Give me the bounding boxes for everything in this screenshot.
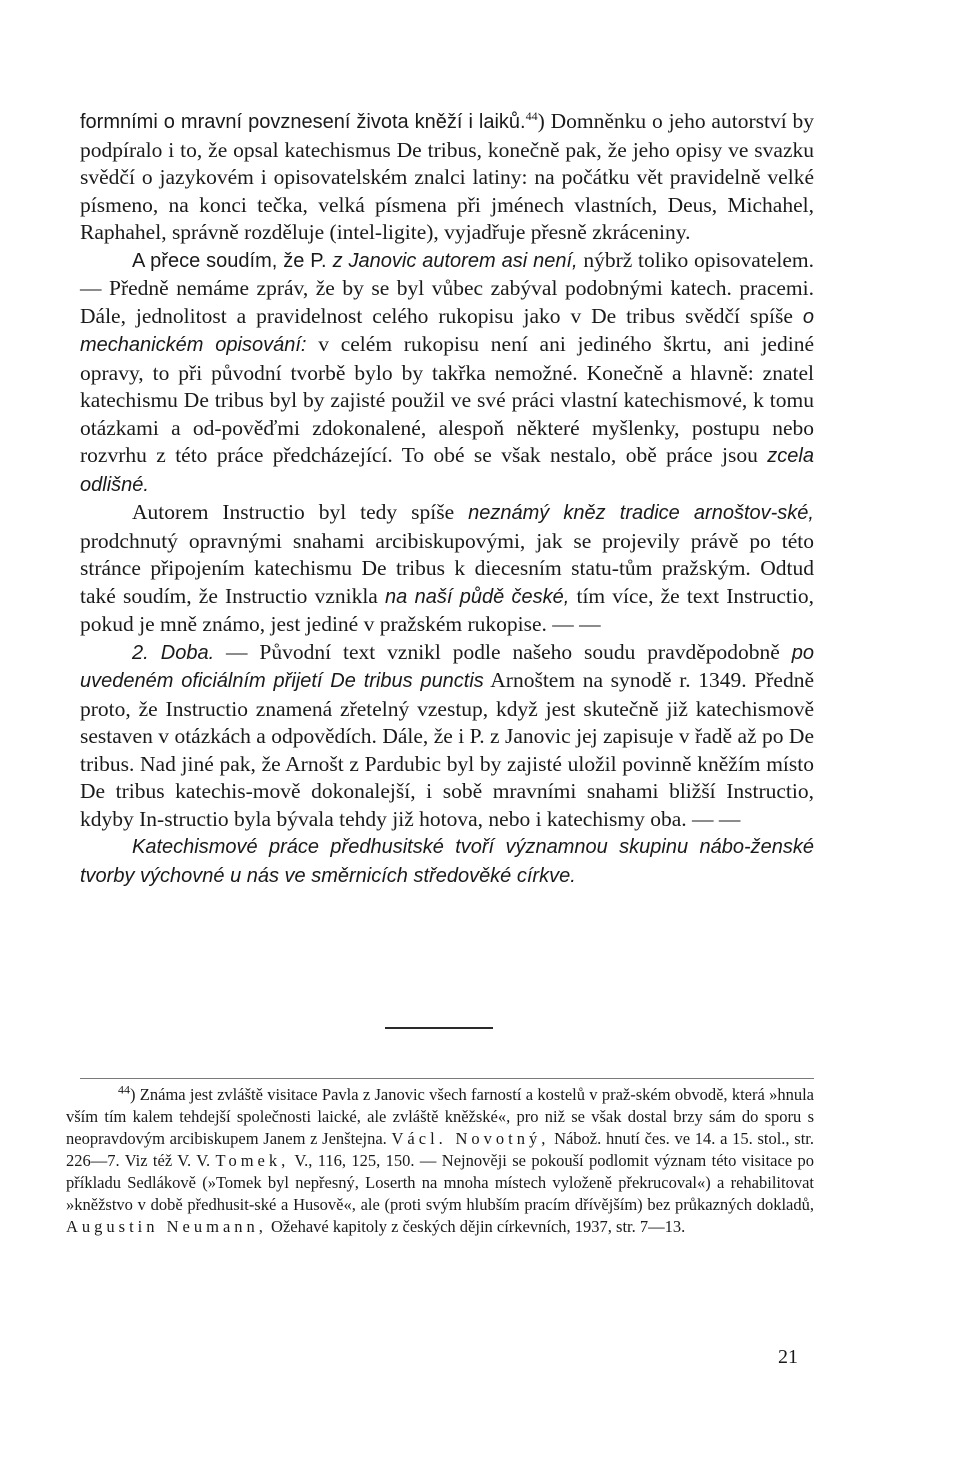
- footnote-author-novotny: Václ. Novotný,: [391, 1129, 550, 1148]
- paragraph-2-emphasis-f: zcela odlišné.: [80, 445, 814, 496]
- paragraph-2: [80, 247, 814, 500]
- paragraph-2-text-a: A přece soudím, že P.: [132, 249, 333, 272]
- paragraph-4-emphasis-c: po uvedeném oficiálním přijetí De tribus punctis: [80, 641, 814, 692]
- footnote-separator: [80, 1078, 814, 1079]
- footnote-text-c: V., 116, 125, 150. — Nejnověji se pokouší podlomit význam této visitace po příkladu Sedlákově (»Tomek byl nepřesný, Loserth na mnoha místech vyloženě překrucoval«) a rehabilitovat »kněžstvo v době předhusit-ské a Husově«, ale (proti svým hlubším pracím dřívějším) bez průkazných dokladů,: [66, 1151, 815, 1214]
- footnote-author-tomek: Tomek,: [215, 1151, 290, 1170]
- footnote-44: [66, 1084, 814, 1238]
- footnote-reference: 44: [525, 108, 538, 123]
- page-number: 21: [778, 1346, 798, 1368]
- paragraph-3-text-c: prodchnutý opravnými snahami arcibiskupovými, jak se projevily právě po této stránce připojením katechismu De tribus k diecesním statu-tům pražským. Odtud také soudím, že Instructio vznikla: [80, 528, 814, 608]
- paragraph-4-text-b: — Původní text vznikl podle našeho soudu pravděpodobně: [214, 639, 792, 664]
- paragraph-3: [80, 499, 814, 639]
- paragraph-2-text-e: v celém rukopisu není ani jediného škrtu, ani jediné opravy, to při původní tvorbě bylo by takřka nemožné. Konečně a hlavně: znatel katechismu De tribus byl by zajisté použil ve své práci vlastní katechismové, k tomu otázkami a od-pověďmi zdokonalené, alespoň některé myšlenky, postupu nebo rozvrhu z této práce předcházející. To obé se však nestalo, obě práce jsou: [80, 332, 814, 467]
- paragraph-1: [80, 108, 814, 247]
- paragraph-3-emphasis-d: na naší půdě české,: [385, 585, 570, 608]
- paragraph-4: [80, 639, 814, 834]
- section-end-rule: [385, 1027, 493, 1029]
- paragraph-1-text-b: ) Domněnku o jeho autorství by podpíralo i to, že opsal katechismus De tribus, konečně pak, že jeho opisy ve svazku svědčí o jazykovém i opisovatelském znalci latiny: na počátku vět pravidelně velké písmeno, na konci tečka, velká písmena při jménech vlastních, Deus, Michahel, Raphahel, správně rozděluje (intel-ligite), vyjadřuje přesně zkráceniny.: [80, 109, 814, 244]
- main-text: [80, 108, 814, 890]
- paragraph-5-conclusion: Katechismové práce předhusitské tvoří významnou skupinu nábo-ženské tvorby výchovné u nás ve směrnicích středověké církve.: [80, 836, 814, 887]
- section-heading-doba: 2. Doba.: [132, 641, 215, 664]
- paragraph-4-text-d: Arnoštem na synodě r. 1349. Předně proto, že Instructio znamená zřetelný vzestup, když jest skutečně již katechismově sestaven v otázkách a odpovědích. Dále, že i P. z Janovic jej zapisuje v řadě až po De tribus. Nad jiné pak, že Arnošt z Pardubic byl by zajisté uložil povinně kněžím místo De tribus katechis-mově dokonalejší, i sobě mravními snahami bližší Instructio, kdyby In-structio byla bývala tehdy již hotova, nebo i katechismy oba. — —: [80, 668, 814, 831]
- footnote-indent: [66, 1085, 118, 1104]
- paragraph-3-emphasis-b: neznámý kněz tradice arnoštov-ské,: [468, 502, 814, 524]
- paragraph-1-text-a: formními o mravní povznesení života kněží i laiků.: [80, 111, 526, 133]
- page-body: [80, 108, 814, 890]
- paragraph-2-emphasis-d: o mechanickém opisování:: [80, 305, 814, 356]
- paragraph-5: [80, 833, 814, 890]
- paragraph-2-text-c: nýbrž toliko opisovatelem. — Předně nemáme zpráv, že by se byl vůbec zabýval podobnými katech. pracemi. Dále, jednolitost a pravidelnost celého rukopisu jako v De tribus svědčí spíše: [80, 247, 814, 328]
- footnote-author-neumann: Augustin Neumann,: [66, 1217, 267, 1236]
- paragraph-2-emphasis-b: z Janovic autorem asi není,: [332, 249, 578, 272]
- footnote-text-d: Ožehavé kapitoly z českých dějin církevních, 1937, str. 7—13.: [266, 1217, 686, 1236]
- footnote-text-b: Nábož. hnutí čes. ve 14. a 15. stol., str. 226—7. Viz též V. V.: [66, 1129, 814, 1170]
- paragraph-3-text-a: Autorem Instructio byl tedy spíše: [132, 500, 469, 524]
- paragraph-3-text-e: tím více, že text Instructio, pokud je mně známo, jest jediné v pražském rukopise. — —: [80, 583, 815, 636]
- footnote-text-a: ) Známa jest zvláště visitace Pavla z Janovic všech farností a kostelů v praž-ském obvodě, která »hnula vším tím kalem tehdejší společnosti laické, ale zvláště kněžské«, pro niž se však dostal brzy sám do sporu s neopravdovým arcibiskupem Janem z Jenštejna.: [66, 1085, 814, 1148]
- footnote-number: 44: [118, 1082, 130, 1097]
